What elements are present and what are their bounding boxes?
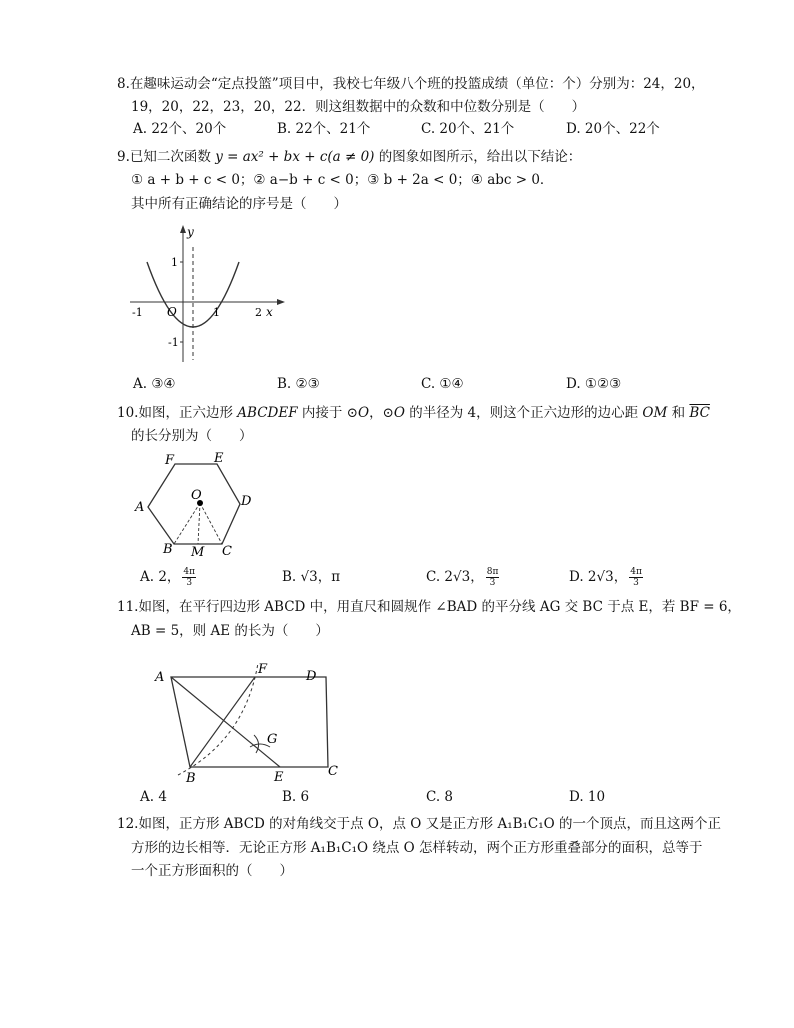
q10-om: OM: [642, 405, 668, 421]
q8-option-d[interactable]: D. 20个、22个: [566, 121, 660, 137]
q11-line1: [117, 597, 741, 617]
fraction-numerator: 4π: [183, 567, 196, 577]
q10-text-mid: 内接于 ⊙: [297, 405, 358, 421]
label-M: M: [191, 545, 205, 560]
q10-hexagon-figure: [130, 450, 260, 560]
q10-text-mid2: ，⊙: [369, 405, 394, 421]
q11-option-b[interactable]: B. 6: [282, 789, 310, 805]
q11-number: 11.: [117, 599, 139, 615]
label-C: C: [328, 764, 338, 779]
q12-text-1: 如图，正方形 ABCD 的对角线交于点 O，点 O 又是正方形 A₁B₁C₁O 的一个顶点，而且这两个正: [138, 816, 722, 832]
q10-arc-bc: $\overline{BC}$: [689, 405, 710, 421]
q10-option-c-fraction: [486, 567, 500, 588]
q11-option-c[interactable]: C. 8: [426, 789, 454, 805]
q11-option-a[interactable]: A. 4: [140, 789, 167, 805]
y-axis-label: y: [187, 225, 194, 239]
q10-option-c[interactable]: [426, 567, 499, 588]
q8-option-b[interactable]: B. 22个、21个: [277, 121, 371, 137]
q10-and: 和: [667, 405, 690, 421]
q8-option-a[interactable]: A. 22个、20个: [133, 121, 227, 137]
segment-BF: [190, 677, 255, 767]
q8-text-1: 在趣味运动会“定点投篮”项目中，我校七年级八个班的投篮成绩（单位：个）分别为：24，20，: [129, 76, 705, 92]
x-axis-label: x: [266, 305, 273, 319]
q11-line2: AB = 5，则 AE 的长为（ ）: [131, 623, 329, 639]
q8-option-c[interactable]: C. 20个、21个: [421, 121, 515, 137]
fraction-numerator: 8π: [486, 567, 499, 577]
label-G: G: [267, 732, 278, 747]
q8-line1: [117, 74, 705, 94]
q9-option-c[interactable]: C. ①④: [421, 376, 464, 392]
q9-formula: y = ax² + bx + c(a ≠ 0): [215, 149, 375, 165]
q9-parabola-graph: [125, 222, 295, 367]
q9-text-suffix: 的图象如图所示，给出以下结论：: [374, 149, 582, 165]
q9-number: 9.: [117, 149, 130, 165]
parallelogram: [171, 677, 328, 767]
ob-line: [174, 503, 200, 544]
q9-option-b[interactable]: B. ②③: [277, 376, 320, 392]
q10-option-d[interactable]: [569, 567, 643, 588]
q10-option-b[interactable]: B. √3，π: [282, 569, 341, 585]
q12-line3: 一个正方形面积的（ ）: [131, 863, 293, 879]
x-axis-arrow-icon: [277, 299, 285, 305]
label-C: C: [222, 544, 232, 559]
hexagon: [148, 464, 240, 544]
q9-text-prefix: 已知二次函数: [129, 149, 216, 165]
q10-text-prefix: 如图，正六边形: [138, 405, 238, 421]
x-tick-2: 2: [255, 306, 262, 319]
y-tick-neg1: -1: [168, 336, 179, 349]
label-E: E: [214, 451, 224, 466]
q9-option-d[interactable]: D. ①②③: [566, 376, 622, 392]
q10-circle-o: O: [357, 405, 370, 421]
q10-option-d-text: D. 2√3，: [569, 569, 628, 585]
label-O: O: [191, 488, 202, 503]
compass-arc: [178, 663, 258, 775]
q10-hexagon-name: ABCDEF: [237, 405, 298, 421]
label-A: A: [155, 670, 165, 685]
q8-line2: 19，20，22，23，20，22．则这组数据中的众数和中位数分别是（ ）: [131, 99, 586, 115]
label-D: D: [306, 669, 317, 684]
oc-line: [200, 503, 222, 544]
q10-option-a[interactable]: [140, 567, 196, 588]
label-E: E: [274, 770, 284, 785]
label-A: A: [135, 500, 145, 515]
q12-line1: [117, 814, 721, 834]
q10-line2: 的长分别为（ ）: [131, 428, 253, 444]
y-axis-arrow-icon: [180, 225, 186, 233]
fraction-numerator: 4π: [630, 567, 642, 577]
q10-option-c-text: C. 2√3，: [426, 569, 484, 585]
q9-option-a[interactable]: A. ③④: [133, 376, 176, 392]
label-F: F: [165, 453, 175, 468]
fraction-denominator: 3: [633, 578, 639, 588]
q8-number: 8.: [117, 76, 130, 92]
q9-line1: [117, 147, 581, 167]
label-B: B: [186, 771, 196, 786]
q10-option-d-fraction: [629, 567, 643, 588]
q10-option-a-text: A. 2，: [140, 569, 181, 585]
label-D: D: [241, 494, 252, 509]
q12-line2: 方形的边长相等．无论正方形 A₁B₁C₁O 绕点 O 怎样转动，两个正方形重叠部分的面积，总等于: [131, 840, 703, 856]
y-tick-1: 1: [171, 256, 178, 269]
q10-text-suffix: 的半径为 4，则这个正六边形的边心距: [404, 405, 643, 421]
om-line: [198, 503, 200, 544]
q10-line1: [117, 403, 710, 423]
x-tick-1: 1: [213, 306, 220, 319]
q10-circle-o2: O: [393, 405, 405, 421]
q9-line2: ① a + b + c < 0；② a−b + c < 0；③ b + 2a < 0；④ abc > 0．: [131, 172, 554, 188]
label-F: F: [258, 662, 268, 677]
origin-label: O: [167, 305, 177, 319]
q9-line3: 其中所有正确结论的序号是（ ）: [131, 196, 347, 212]
q11-option-d[interactable]: D. 10: [569, 789, 606, 805]
q11-parallelogram-figure: [150, 655, 350, 790]
q10-option-a-fraction: [182, 567, 196, 588]
x-tick-neg1: -1: [132, 306, 143, 319]
q10-number: 10.: [117, 405, 139, 421]
fraction-denominator: 3: [489, 578, 496, 588]
q12-number: 12.: [117, 816, 139, 832]
label-B: B: [163, 542, 173, 557]
q11-text-1: 如图，在平行四边形 ABCD 中，用直尺和圆规作 ∠BAD 的平分线 AG 交 BC 于点 E，若 BF = 6，: [138, 599, 741, 615]
fraction-denominator: 3: [186, 578, 193, 588]
